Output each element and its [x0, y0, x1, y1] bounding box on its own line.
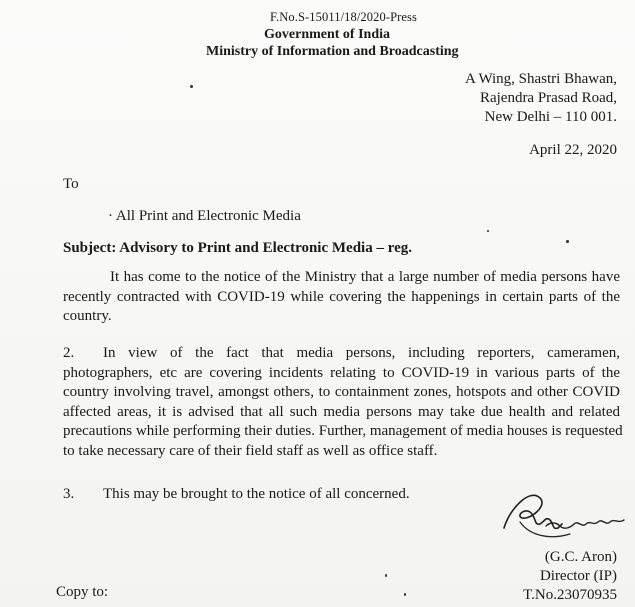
scan-speck: [487, 230, 489, 232]
government-heading: Government of India: [264, 27, 390, 42]
paragraph-1: [63, 268, 620, 327]
address-line-2: Rajendra Prasad Road,: [479, 90, 617, 106]
signatory-name: (G.C. Aron): [544, 549, 617, 565]
paragraph-2-line: photographers, etc are covering incidents relating to COVID-19 in various parts of the: [63, 364, 620, 381]
paragraph-2-number: 2.: [63, 345, 75, 361]
scan-speck: [566, 240, 569, 243]
to-label: To: [63, 176, 79, 192]
paragraph-2-line: country involving travel, amongst others, to containment zones, hotspots and other COVID: [63, 384, 620, 400]
paragraph-1-line: It has come to the notice of the Ministry that a large number of media persons have: [110, 269, 620, 285]
signatory-phone: T.No.23070935: [523, 587, 617, 603]
recipient: · All Print and Electronic Media: [108, 208, 301, 224]
paragraph-1-line: recently contracted with COVID-19 while covering the happenings in certain parts of the: [63, 288, 620, 305]
signatory-designation: Director (IP): [539, 568, 617, 584]
scan-speck: [190, 85, 193, 88]
paragraph-2-line: affected areas, it is advised that all such media persons may take due health and related: [63, 403, 620, 420]
scan-speck: [404, 593, 406, 596]
scan-speck: [385, 574, 387, 577]
paragraph-3-number: 3.: [63, 486, 75, 502]
handwritten-signature: [500, 478, 630, 553]
paragraph-1-line: country.: [63, 308, 112, 324]
address-line-3: New Delhi – 110 001.: [484, 109, 617, 125]
letter-date: April 22, 2020: [529, 142, 617, 158]
copy-to-label: Copy to:: [56, 584, 109, 600]
paragraph-2: [63, 344, 623, 461]
address-line-1: A Wing, Shastri Bhawan,: [464, 71, 617, 87]
paragraph-2-line: precautions while performing their duties. Further, management of media houses is requested: [63, 423, 623, 439]
subject-line: Subject: Advisory to Print and Electronic Media – reg.: [63, 240, 412, 256]
ministry-heading: Ministry of Information and Broadcasting: [206, 44, 459, 59]
file-number: F.No.S-15011/18/2020-Press: [270, 10, 417, 24]
paragraph-2-line: 2. In view of the fact that media persons, including reporters, cameramen,: [63, 344, 620, 364]
paragraph-2-line: to take necessary care of their field staff as well as office staff.: [63, 442, 438, 459]
paragraph-3-line: 3. This may be brought to the notice of all concerned.: [63, 485, 620, 505]
